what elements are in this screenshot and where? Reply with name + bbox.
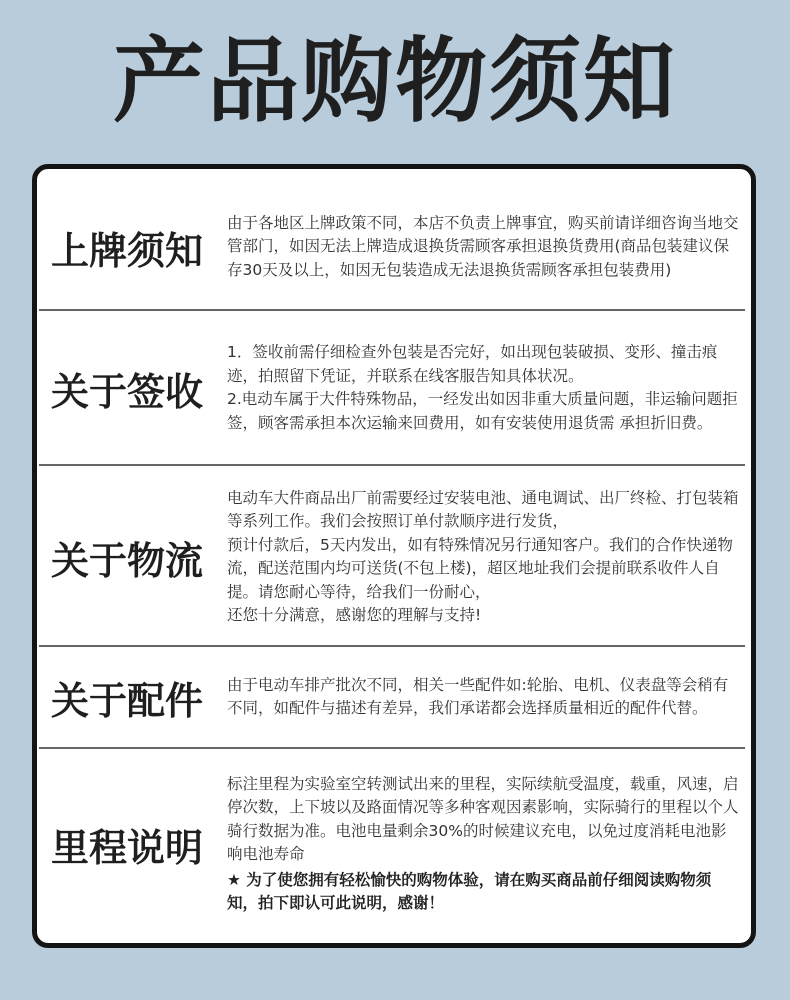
section-signing [37, 317, 751, 459]
section-paragraph: 2.电动车属于大件特殊物品，一经发出如因非重大质量问题，非运输问题拒签，顾客需承担本次运输来回费用，如有安装使用退货需 承担折旧费。 [227, 390, 738, 432]
divider [39, 309, 745, 311]
section-label: 里程说明 [51, 825, 204, 870]
section-paragraph: 标注里程为实验室空转测试出来的里程，实际续航受温度，载重，风速，启停次数，上下坡以及路面情况等多种客观因素影响，实际骑行的里程以个人骑行数据为准。电池电量剩余30%的时候建议充电，以免过度消耗电池影响电池寿命 [227, 774, 739, 863]
section-paragraph: 电动车大件商品出厂前需要经过安装电池、通电调试、出厂终检、打包装箱等系列工作。我们会按照订单付款顺序进行发货， [227, 488, 739, 530]
section-label: 关于物流 [51, 538, 204, 583]
section-license [37, 191, 751, 303]
section-paragraph: 1．签收前需仔细检查外包装是否完好，如出现包装破损、变形、撞击痕迹，拍照留下凭证，并联系在线客服告知具体状况。 [227, 343, 718, 385]
divider [39, 645, 745, 647]
divider [39, 747, 745, 749]
divider [39, 464, 745, 466]
section-body [227, 212, 751, 283]
section-logistics [37, 471, 751, 643]
section-paragraph: 预计付款后，5天内发出，如有特殊情况另行通知客户。我们的合作快递物流，配送范围内均可送货(不包上楼)，超区地址我们会提前联系收件人自提。请您耐心等待，给我们一份耐心， [227, 535, 733, 601]
section-mileage [37, 754, 751, 934]
section-body [227, 487, 751, 628]
page-title: 产品购物须知 [112, 28, 677, 135]
section-note: ★ 为了使您拥有轻松愉快的购物体验，请在购买商品前仔细阅读购物须知，拍下即认可此说明，感谢！ [227, 870, 712, 912]
section-body [227, 674, 751, 721]
section-parts [37, 651, 751, 743]
notice-card [32, 164, 756, 948]
section-body [227, 773, 751, 916]
section-paragraph: 由于电动车排产批次不同，相关一些配件如:轮胎、电机、仪表盘等会稍有不同，如配件与描述有差异，我们承诺都会选择质量相近的配件代替。 [227, 675, 729, 717]
section-paragraph: 还您十分满意，感谢您的理解与支持! [227, 606, 482, 624]
section-label: 关于配件 [51, 678, 204, 723]
section-label: 关于签收 [51, 369, 204, 414]
section-paragraph: 由于各地区上牌政策不同，本店不负责上牌事宜，购买前请详细咨询当地交管部门，如因无法上牌造成退换货需顾客承担退换货费用(商品包装建议保存30天及以上，如因无包装造成无法退换货需顾客承担包装费用) [227, 213, 739, 279]
section-label: 上牌须知 [51, 228, 204, 273]
section-body [227, 341, 751, 435]
